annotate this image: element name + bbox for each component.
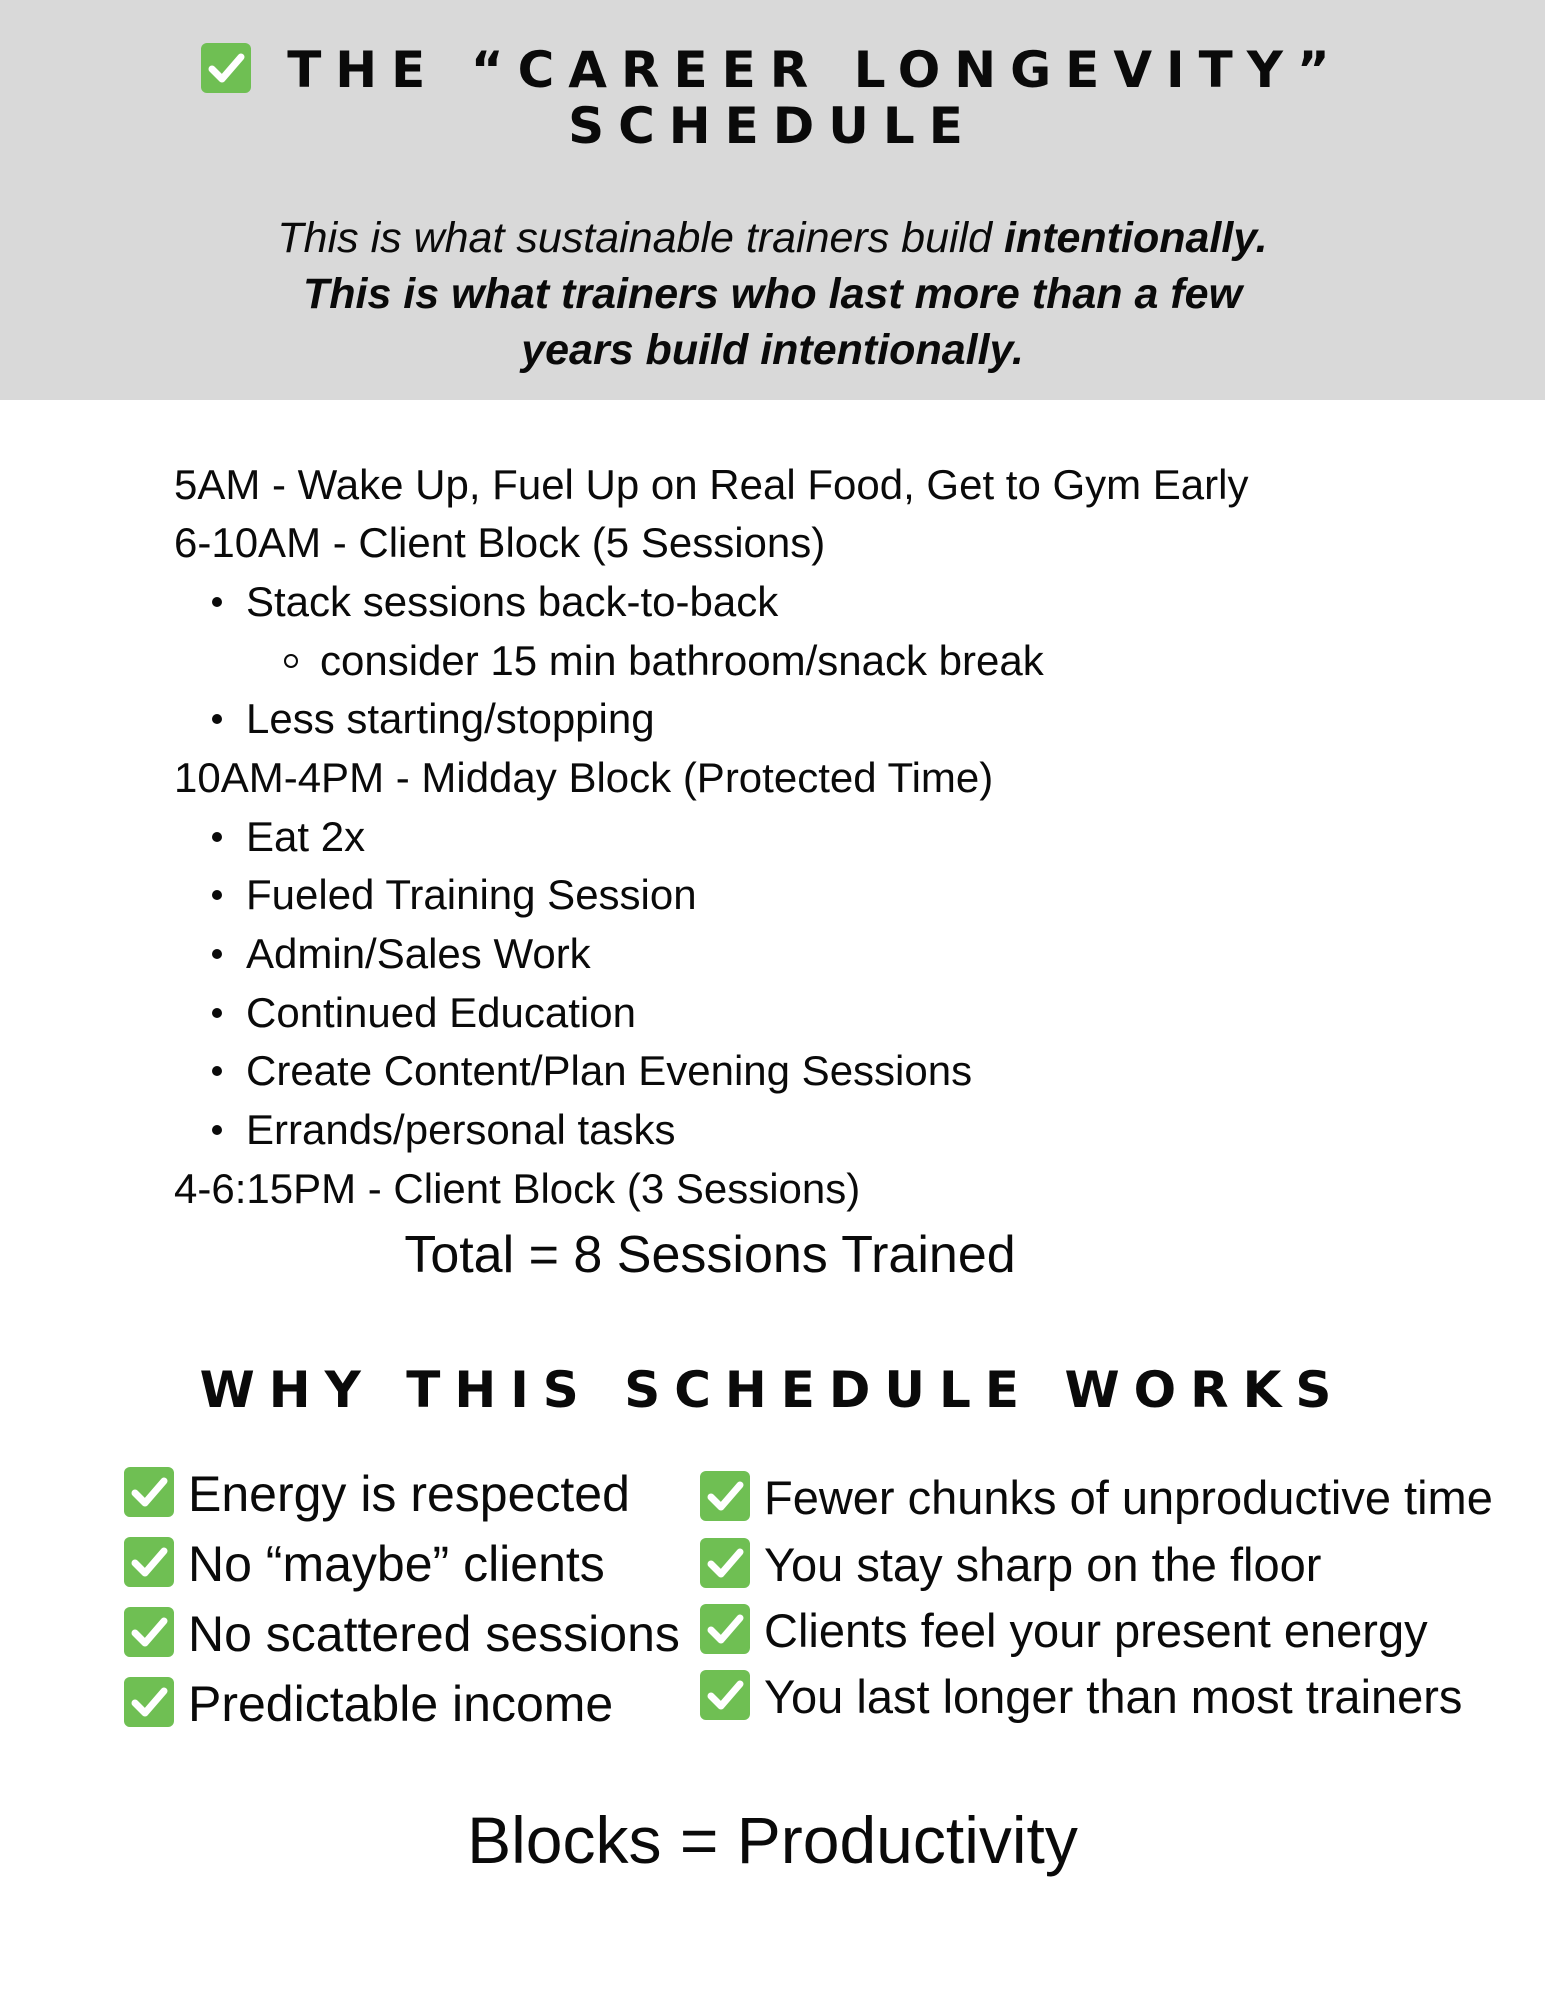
page-title: THE “CAREER LONGEVITY” bbox=[0, 42, 1545, 99]
check-mark-icon bbox=[124, 1467, 174, 1517]
header-band bbox=[0, 0, 1545, 400]
bullet-icon bbox=[212, 1008, 222, 1018]
check-mark-icon bbox=[700, 1538, 750, 1588]
hollow-bullet-icon bbox=[284, 654, 298, 668]
subtitle-line1: This is what sustainable trainers build intentionally. bbox=[277, 214, 1268, 262]
check-mark-icon bbox=[700, 1471, 750, 1521]
bullet-icon bbox=[212, 890, 222, 900]
benefit-item: Clients feel your present energy bbox=[700, 1599, 1428, 1663]
why-heading: WHY THIS SCHEDULE WORKS bbox=[199, 1361, 1346, 1419]
list-item: Errands/personal tasks bbox=[212, 1101, 676, 1159]
list-item: Continued Education bbox=[212, 984, 636, 1042]
schedule-block-evening: 4-6:15PM - Client Block (3 Sessions) bbox=[174, 1165, 861, 1212]
total-sessions: Total = 8 Sessions Trained bbox=[404, 1226, 1016, 1284]
bullet-icon bbox=[212, 714, 222, 724]
list-item: Stack sessions back-to-back bbox=[212, 573, 778, 631]
benefit-item: You last longer than most trainers bbox=[700, 1665, 1462, 1729]
bullet-icon bbox=[212, 949, 222, 959]
bullet-icon bbox=[212, 832, 222, 842]
benefit-item: Fewer chunks of unproductive time bbox=[700, 1466, 1493, 1530]
benefit-item: Predictable income bbox=[124, 1672, 613, 1736]
check-mark-icon bbox=[124, 1537, 174, 1587]
list-item: Admin/Sales Work bbox=[212, 925, 591, 983]
subtitle-line3: years build intentionally. bbox=[521, 326, 1024, 374]
list-item: Fueled Training Session bbox=[212, 866, 697, 924]
list-item: Create Content/Plan Evening Sessions bbox=[212, 1042, 972, 1100]
page-title-line2: SCHEDULE bbox=[568, 97, 977, 155]
benefit-item: You stay sharp on the floor bbox=[700, 1533, 1321, 1597]
bullet-icon bbox=[212, 1066, 222, 1076]
schedule-block-midday: 10AM-4PM - Midday Block (Protected Time) bbox=[174, 754, 994, 801]
closing-statement: Blocks = Productivity bbox=[467, 1803, 1078, 1877]
bullet-icon bbox=[212, 1125, 222, 1135]
subtitle-line2: This is what trainers who last more than a few bbox=[302, 270, 1243, 318]
sub-list-item: consider 15 min bathroom/snack break bbox=[284, 632, 1044, 690]
benefit-item: Energy is respected bbox=[124, 1462, 630, 1526]
check-mark-icon bbox=[201, 43, 251, 93]
check-mark-icon bbox=[124, 1677, 174, 1727]
schedule-block-morning: 6-10AM - Client Block (5 Sessions) bbox=[174, 519, 826, 566]
benefit-item: No “maybe” clients bbox=[124, 1532, 605, 1596]
check-mark-icon bbox=[124, 1607, 174, 1657]
list-item: Less starting/stopping bbox=[212, 690, 655, 748]
list-item: Eat 2x bbox=[212, 808, 365, 866]
check-mark-icon bbox=[700, 1670, 750, 1720]
schedule-block-wake: 5AM - Wake Up, Fuel Up on Real Food, Get to Gym Early bbox=[174, 461, 1249, 508]
check-mark-icon bbox=[700, 1604, 750, 1654]
benefit-item: No scattered sessions bbox=[124, 1602, 680, 1666]
bullet-icon bbox=[212, 597, 222, 607]
